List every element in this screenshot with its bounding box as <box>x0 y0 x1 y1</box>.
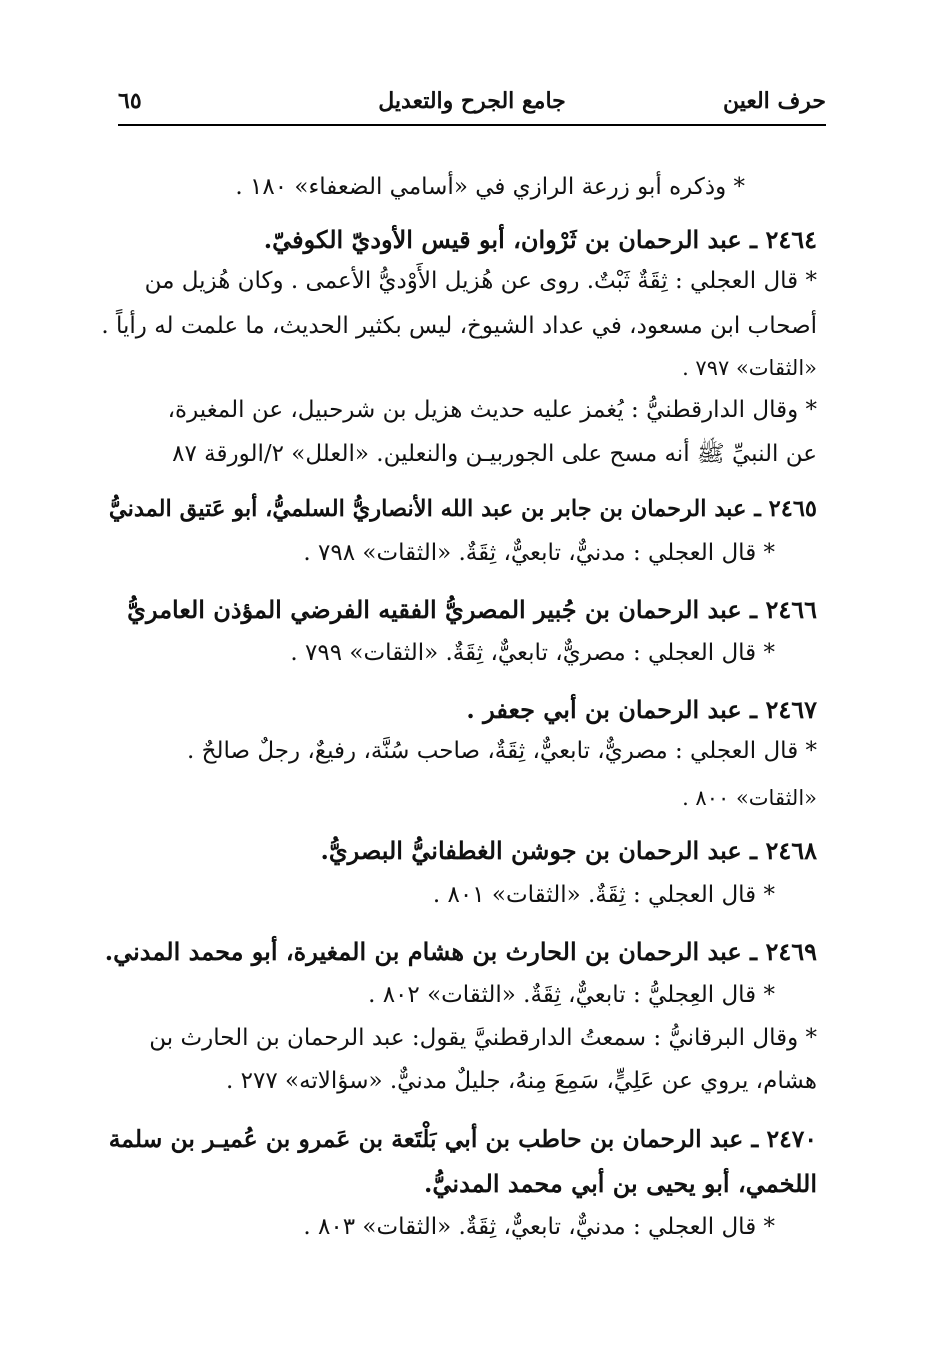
entry-heading-2468: ٢٤٦٨ ـ عبد الرحمان بن جوشن الغطفانيُّ البصريُّ. <box>320 836 817 865</box>
page-number: ٦٥ <box>118 88 142 114</box>
text-line: * قال العجلي : مصريٌّ، تابعيٌّ، ثِقَةٌ. «الثقات» ٧٩٩ . <box>290 640 775 666</box>
text-line: أصحاب ابن مسعود، في عداد الشيوخ، ليس بكثير الحديث، ما علمت له رأياً . <box>101 313 817 339</box>
text-line: * قال العجلي : ثِقَةٌ ثَبْتٌ. روى عن هُزيل الأَوْديُّ الأعمى . وكان هُزيل من <box>144 268 817 294</box>
text-line: * وقال البرقانيُّ : سمعتُ الدارقطنيَّ يقول: عبد الرحمان بن الحارث بن <box>149 1025 817 1051</box>
text-line: * وذكره أبو زرعة الرازي في «أسامي الضعفاء» ١٨٠ . <box>235 174 745 200</box>
entry-heading-2465: ٢٤٦٥ ـ عبد الرحمان بن جابر بن عبد الله الأنصاريُّ السلميُّ، أبو عَتيق المدنيُّ <box>108 496 817 522</box>
text-line: * وقال الدارقطنيُّ : يُغمز عليه حديث هزيل بن شرحبيل، عن المغيرة، <box>167 397 817 423</box>
text-line: * قال العجلي : ثِقَةٌ. «الثقات» ٨٠١ . <box>432 882 775 908</box>
text-line: * قال العجلي : مدنيٌّ، تابعيٌّ، ثِقَةٌ. «الثقات» ٧٩٨ . <box>303 540 775 566</box>
text-line: * قال العجلي : مصريٌّ، تابعيٌّ، ثِقَةٌ، صاحب سُنَّة، رفيعٌ، رجلٌ صالحٌ . <box>187 738 817 764</box>
entry-heading-2467: ٢٤٦٧ ـ عبد الرحمان بن أبي جعفر . <box>466 695 817 724</box>
text-line: «الثقات» ٧٩٧ . <box>682 356 817 380</box>
entry-heading-2470: ٢٤٧٠ ـ عبد الرحمان بن حاطب بن أبي بَلْتَعة بن عَمرو بن عُميـر بن سلمة <box>108 1125 817 1153</box>
text-line: هشام، يروي عن عَلِيٍّ، سَمِعَ مِنهُ، جليلٌ مدنيٌّ. «سؤالاته» ٢٧٧ . <box>226 1068 817 1094</box>
text-line: * قال العِجليُّ : تابعيٌّ، ثِقَةٌ. «الثقات» ٨٠٢ . <box>368 982 775 1008</box>
text-line: عن النبيِّ ﷺ أنه مسح على الجوربيـن والنعلين. «العلل» ٢/الورقة ٨٧ <box>172 441 817 467</box>
entry-heading-2466: ٢٤٦٦ ـ عبد الرحمان بن جُبير المصريُّ الفقيه الفرضي المؤذن العامريُّ <box>127 595 817 624</box>
running-header <box>118 88 826 122</box>
header-rule <box>118 124 826 126</box>
entry-heading-2470-cont: اللخمي، أبو يحيى بن أبي محمد المدنيُّ. <box>424 1169 817 1198</box>
text-line: * قال العجلي : مدنيٌّ، تابعيٌّ، ثِقَةٌ. «الثقات» ٨٠٣ . <box>303 1214 775 1240</box>
text-line: «الثقات» ٨٠٠ . <box>682 786 817 810</box>
entry-heading-2469: ٢٤٦٩ ـ عبد الرحمان بن الحارث بن هشام بن المغيرة، أبو محمد المدني. <box>104 937 817 966</box>
book-title: جامع الجرح والتعديل <box>378 88 566 114</box>
chapter-title: حرف العين <box>722 88 826 114</box>
entry-heading-2464: ٢٤٦٤ ـ عبد الرحمان بن ثَرْوان، أبو قيس الأوديّ الكوفيّ. <box>263 225 817 254</box>
